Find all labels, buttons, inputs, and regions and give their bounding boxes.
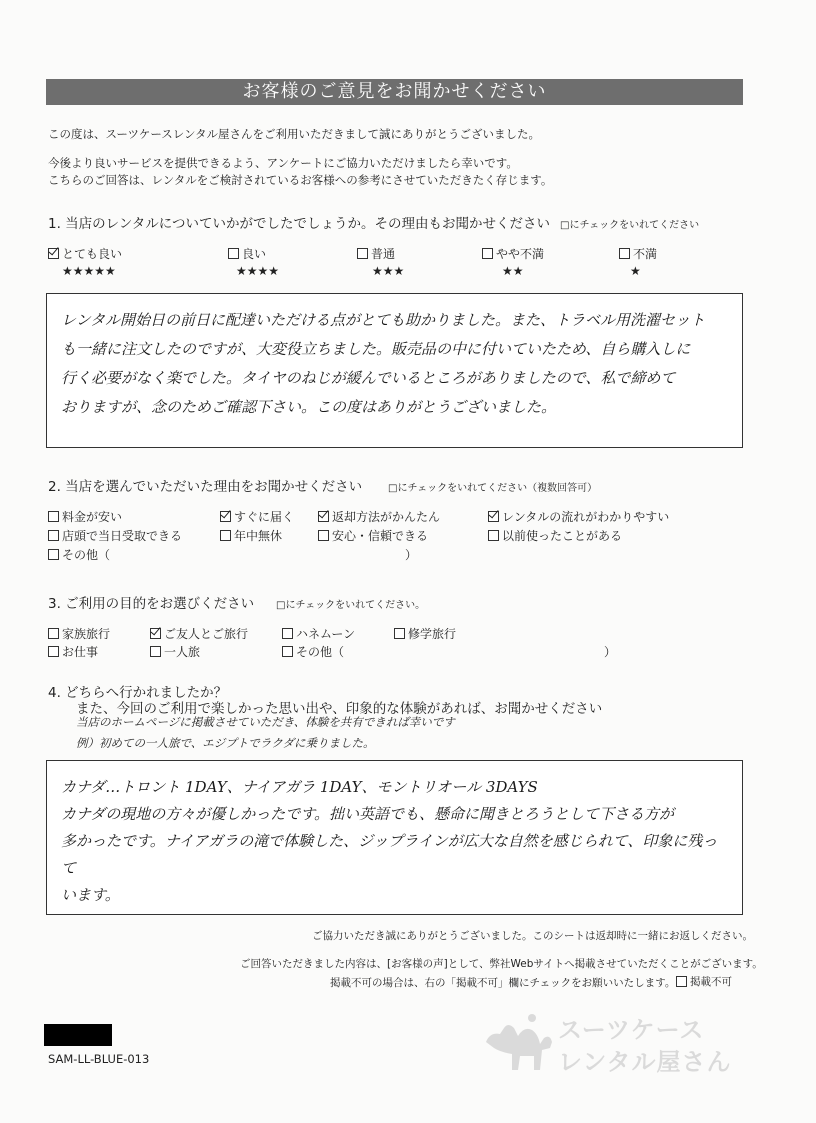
document-code: SAM-LL-BLUE-013 (48, 1052, 150, 1066)
q1-question: 1. 当店のレンタルについていかがでしたでしょうか。その理由もお聞かせください (48, 216, 551, 232)
q4-sub-line-1: 当店のホームページに掲載させていただき、体験を共有できれば幸いです (76, 715, 455, 729)
option-label: ハネムーン (296, 627, 356, 641)
publish-notice-1: ご回答いただきました内容は、[お客様の声]として、弊社Webサイトへ掲載させていただくことがございます。 (240, 958, 763, 970)
q3-option-honeymoon[interactable] (282, 625, 355, 642)
q3-other-close: ） (604, 645, 617, 659)
checkbox-icon[interactable] (282, 646, 293, 657)
checkbox-checked-icon[interactable] (488, 511, 499, 522)
option-label: 安心・信頼できる (332, 529, 429, 543)
answer-line: レンタル開始日の前日に配達いただける点がとても助かりました。また、トラベル用洗濯セット (61, 311, 706, 329)
q3-option-other[interactable] (282, 643, 344, 660)
intro-line-2: 今後より良いサービスを提供できるよう、アンケートにご協力いただけましたら幸いです。 (48, 156, 518, 170)
checkbox-icon[interactable] (488, 530, 499, 541)
option-label: お仕事 (62, 645, 99, 659)
q2-option-trustworthy[interactable] (318, 527, 428, 544)
q4-question-line-1: 4. どちらへ行かれましたか？ (48, 685, 228, 701)
option-label: その他（ (296, 645, 345, 659)
answer-line: も一緒に注文したのですが、大変役立ちました。販売品の中に付いていたため、自ら購入しに (61, 340, 691, 358)
company-logo-watermark (480, 1008, 740, 1078)
checkbox-icon[interactable] (48, 646, 59, 657)
option-label: レンタルの流れがわかりやすい (502, 510, 670, 524)
q4-question-line-2: また、今回のご利用で楽しかった思い出や、印象的な体験があれば、お聞かせください (76, 701, 603, 717)
answer-line: おりますが、念のためご確認下さい。この度はありがとうございました。 (61, 398, 557, 416)
q1-option-average[interactable] (357, 245, 395, 262)
form-title-banner: お客様のご意見をお聞かせください (46, 79, 743, 105)
publish-notice-2: 掲載不可の場合は、右の「掲載不可」欄にチェックをお願いいたします。 (330, 977, 676, 989)
q2-option-open-all-year[interactable] (220, 527, 282, 544)
q4-example: 例）初めての一人旅で、エジプトでラクダに乗りました。 (76, 736, 375, 750)
q1-stars-3: ★★★ (372, 264, 405, 278)
option-label: すぐに届く (234, 510, 295, 524)
option-label: 掲載不可 (690, 976, 732, 988)
intro-line-1: この度は、スーツケースレンタル屋さんをご利用いただきまして誠にありがとうございました。 (48, 127, 541, 141)
checkbox-icon[interactable] (220, 530, 231, 541)
q2-option-easy-return[interactable] (318, 508, 440, 525)
checkbox-icon[interactable] (676, 976, 687, 987)
q1-note: □にチェックをいれてください (560, 220, 700, 231)
checkbox-checked-icon[interactable] (220, 511, 231, 522)
checkbox-icon[interactable] (48, 628, 59, 639)
q4-answer-box[interactable] (46, 760, 743, 915)
q3-note: □にチェックをいれてください。 (276, 600, 426, 611)
answer-line: 行く必要がなく楽でした。タイヤのねじが緩んでいるところがありましたので、私で締めて (61, 369, 676, 387)
checkbox-icon[interactable] (228, 248, 239, 259)
q1-stars-5: ★★★★★ (62, 264, 116, 278)
q1-answer-box[interactable] (46, 293, 743, 448)
q3-option-friends-trip[interactable] (150, 625, 248, 642)
q1-option-somewhat-dissatisfied[interactable] (482, 245, 544, 262)
option-label: 年中無休 (234, 529, 283, 543)
checkbox-icon[interactable] (48, 530, 59, 541)
q3-question: 3. ご利用の目的をお選びください (48, 596, 255, 612)
q3-option-business[interactable] (48, 643, 98, 660)
checkbox-icon[interactable] (282, 628, 293, 639)
option-label: 以前使ったことがある (502, 529, 623, 543)
checkbox-icon[interactable] (48, 511, 59, 522)
option-label: ご友人とご旅行 (164, 627, 249, 641)
answer-line: カナダ…トロント 1DAY、ナイアガラ 1DAY、モントリオール 3DAYS (61, 778, 538, 796)
q2-option-store-pickup[interactable] (48, 527, 182, 544)
q1-stars-4: ★★★★ (236, 264, 280, 278)
q2-question: 2. 当店を選んでいただいた理由をお聞かせください (48, 479, 363, 495)
thanks-text: ご協力いただき誠にありがとうございました。このシートは返却時に一緒にお返しください。 (312, 930, 753, 942)
q2-option-other[interactable] (48, 546, 110, 563)
camel-icon (480, 1008, 560, 1078)
checkbox-icon[interactable] (394, 628, 405, 639)
q3-option-school-trip[interactable] (394, 625, 456, 642)
checkbox-icon[interactable] (318, 530, 329, 541)
redacted-block (44, 1024, 112, 1046)
checkbox-icon[interactable] (482, 248, 493, 259)
checkbox-checked-icon[interactable] (48, 248, 59, 259)
option-label: 普通 (371, 247, 396, 261)
q2-option-cheap[interactable] (48, 508, 122, 525)
q1-option-dissatisfied[interactable] (619, 245, 657, 262)
q1-stars-1: ★ (630, 264, 641, 278)
checkbox-icon[interactable] (48, 549, 59, 560)
q2-option-used-before[interactable] (488, 527, 622, 544)
option-label: 修学旅行 (408, 627, 457, 641)
q2-option-easy-flow[interactable] (488, 508, 669, 525)
answer-line: います。 (61, 886, 120, 904)
option-label: 家族旅行 (62, 627, 111, 641)
option-label: その他（ (62, 548, 111, 562)
q2-note: □にチェックをいれてください（複数回答可） (388, 483, 598, 494)
checkbox-icon[interactable] (150, 646, 161, 657)
q1-option-good[interactable] (228, 245, 266, 262)
q3-option-solo-trip[interactable] (150, 643, 200, 660)
watermark-line-1: スーツケース (558, 1016, 705, 1044)
option-label: 店頭で当日受取できる (62, 529, 183, 543)
q2-other-close: ） (405, 548, 418, 562)
option-label: 返却方法がかんたん (332, 510, 441, 524)
watermark-line-2: レンタル屋さん (558, 1048, 732, 1076)
no-publish-option[interactable] (676, 974, 732, 989)
checkbox-checked-icon[interactable] (318, 511, 329, 522)
answer-line: カナダの現地の方々が優しかったです。拙い英語でも、懸命に聞きとろうとして下さる方が (61, 805, 675, 823)
checkbox-icon[interactable] (619, 248, 630, 259)
q1-option-very-good[interactable] (48, 245, 122, 262)
q3-option-family-trip[interactable] (48, 625, 110, 642)
option-label: 良い (242, 247, 267, 261)
intro-line-3: こちらのご回答は、レンタルをご検討されているお客様への参考にさせていただきたく存じます。 (48, 173, 553, 187)
option-label: 料金が安い (62, 510, 123, 524)
option-label: とても良い (62, 247, 123, 261)
answer-line: 多かったです。ナイアガラの滝で体験した、ジップラインが広大な自然を感じられて、印象に残って (61, 832, 718, 877)
option-label: やや不満 (496, 247, 545, 261)
q1-stars-2: ★★ (502, 264, 524, 278)
checkbox-icon[interactable] (357, 248, 368, 259)
q2-option-fast-delivery[interactable] (220, 508, 294, 525)
option-label: 不満 (633, 247, 658, 261)
checkbox-checked-icon[interactable] (150, 628, 161, 639)
option-label: 一人旅 (164, 645, 201, 659)
